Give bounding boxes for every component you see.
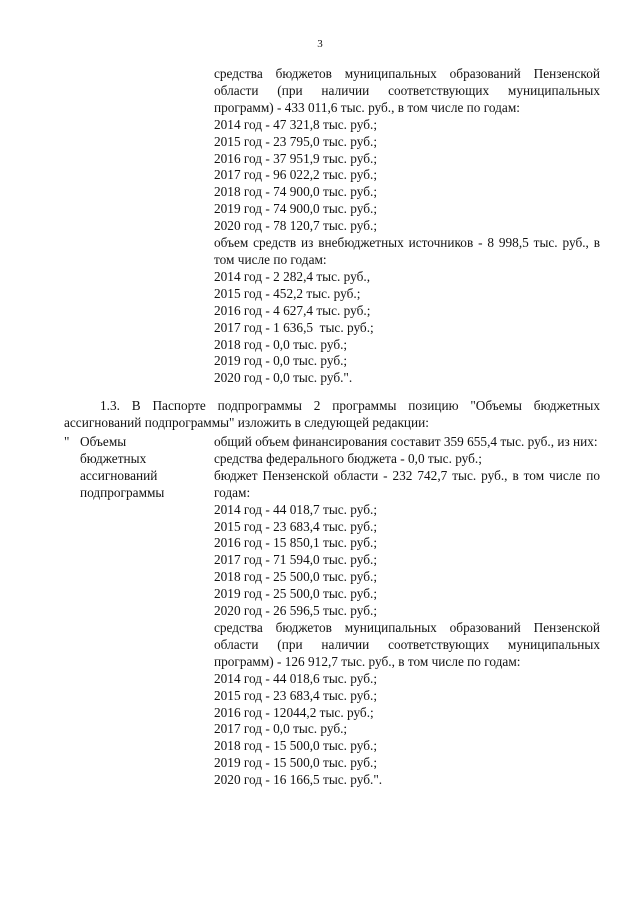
year-line: 2015 год - 23 795,0 тыс. руб.; bbox=[214, 133, 378, 149]
total-funding: общий объем финансирования составит 359 655,4 тыс. руб., из них: bbox=[214, 434, 598, 449]
year-line: 2020 год - 78 120,7 тыс. руб.; bbox=[214, 218, 378, 234]
year-line: 2016 год - 12044,2 тыс. руб.; bbox=[214, 704, 374, 720]
passport-funding-block bbox=[214, 434, 600, 789]
year-line: 2018 год - 25 500,0 тыс. руб.; bbox=[214, 569, 378, 585]
year-line: 2018 год - 15 500,0 тыс. руб.; bbox=[214, 738, 378, 754]
year-line: 2014 год - 47 321,8 тыс. руб.; bbox=[214, 116, 378, 132]
year-line: 2015 год - 23 683,4 тыс. руб.; bbox=[214, 518, 378, 534]
federal-funding: средства федерального бюджета - 0,0 тыс. руб.; bbox=[214, 450, 482, 466]
opening-quote: " bbox=[64, 434, 70, 449]
page-number: 3 bbox=[317, 38, 323, 50]
label-line: Объемы bbox=[80, 434, 127, 449]
year-line: 2014 год - 44 018,7 тыс. руб.; bbox=[214, 501, 378, 517]
municipal-funding-intro: средства бюджетов муниципальных образований Пензенской области (при наличии соответствующих муниципальных программ) - 126 912,7 тыс. руб., в том числе по годам: bbox=[214, 619, 600, 669]
year-line: 2019 год - 0,0 тыс. руб.; bbox=[214, 353, 348, 369]
year-line: 2018 год - 74 900,0 тыс. руб.; bbox=[214, 184, 378, 200]
year-line: 2016 год - 37 951,9 тыс. руб.; bbox=[214, 150, 378, 166]
year-line: 2019 год - 74 900,0 тыс. руб.; bbox=[214, 201, 378, 217]
year-line: 2014 год - 44 018,6 тыс. руб.; bbox=[214, 670, 378, 686]
municipal-funding-intro: средства бюджетов муниципальных образований Пензенской области (при наличии соответствующих муниципальных программ) - 433 011,6 тыс. руб., в том числе по годам: bbox=[214, 66, 600, 115]
section-1-3-paragraph: 1.3. В Паспорте подпрограммы 2 программы позицию "Объемы бюджетных ассигнований подпрограммы" изложить в следующей редакции: bbox=[64, 398, 600, 430]
year-line: 2020 год - 16 166,5 тыс. руб.". bbox=[214, 772, 383, 788]
label-line: ассигнований bbox=[80, 467, 158, 483]
year-line: 2020 год - 0,0 тыс. руб.". bbox=[214, 370, 353, 386]
label-line: бюджетных bbox=[80, 450, 147, 466]
year-line: 2017 год - 0,0 тыс. руб.; bbox=[214, 721, 348, 737]
regional-funding-intro: бюджет Пензенской области - 232 742,7 тыс. руб., в том числе по годам: bbox=[214, 467, 600, 500]
year-line: 2020 год - 26 596,5 тыс. руб.; bbox=[214, 603, 378, 619]
extrabudgetary-intro: объем средств из внебюджетных источников - 8 998,5 тыс. руб., в том числе по годам: bbox=[214, 235, 600, 267]
year-line: 2016 год - 15 850,1 тыс. руб.; bbox=[214, 535, 378, 551]
label-line: подпрограммы bbox=[80, 484, 165, 500]
year-line: 2014 год - 2 282,4 тыс. руб., bbox=[214, 268, 371, 284]
year-line: 2019 год - 15 500,0 тыс. руб.; bbox=[214, 755, 378, 771]
passport-position-label bbox=[80, 434, 204, 502]
municipal-funding-block bbox=[214, 66, 600, 387]
year-line: 2019 год - 25 500,0 тыс. руб.; bbox=[214, 586, 378, 602]
year-line: 2017 год - 1 636,5 тыс. руб.; bbox=[214, 319, 374, 335]
year-line: 2015 год - 23 683,4 тыс. руб.; bbox=[214, 687, 378, 703]
year-line: 2016 год - 4 627,4 тыс. руб.; bbox=[214, 302, 371, 318]
year-line: 2017 год - 96 022,2 тыс. руб.; bbox=[214, 167, 378, 183]
year-line: 2018 год - 0,0 тыс. руб.; bbox=[214, 336, 348, 352]
year-line: 2017 год - 71 594,0 тыс. руб.; bbox=[214, 552, 378, 568]
year-line: 2015 год - 452,2 тыс. руб.; bbox=[214, 285, 361, 301]
